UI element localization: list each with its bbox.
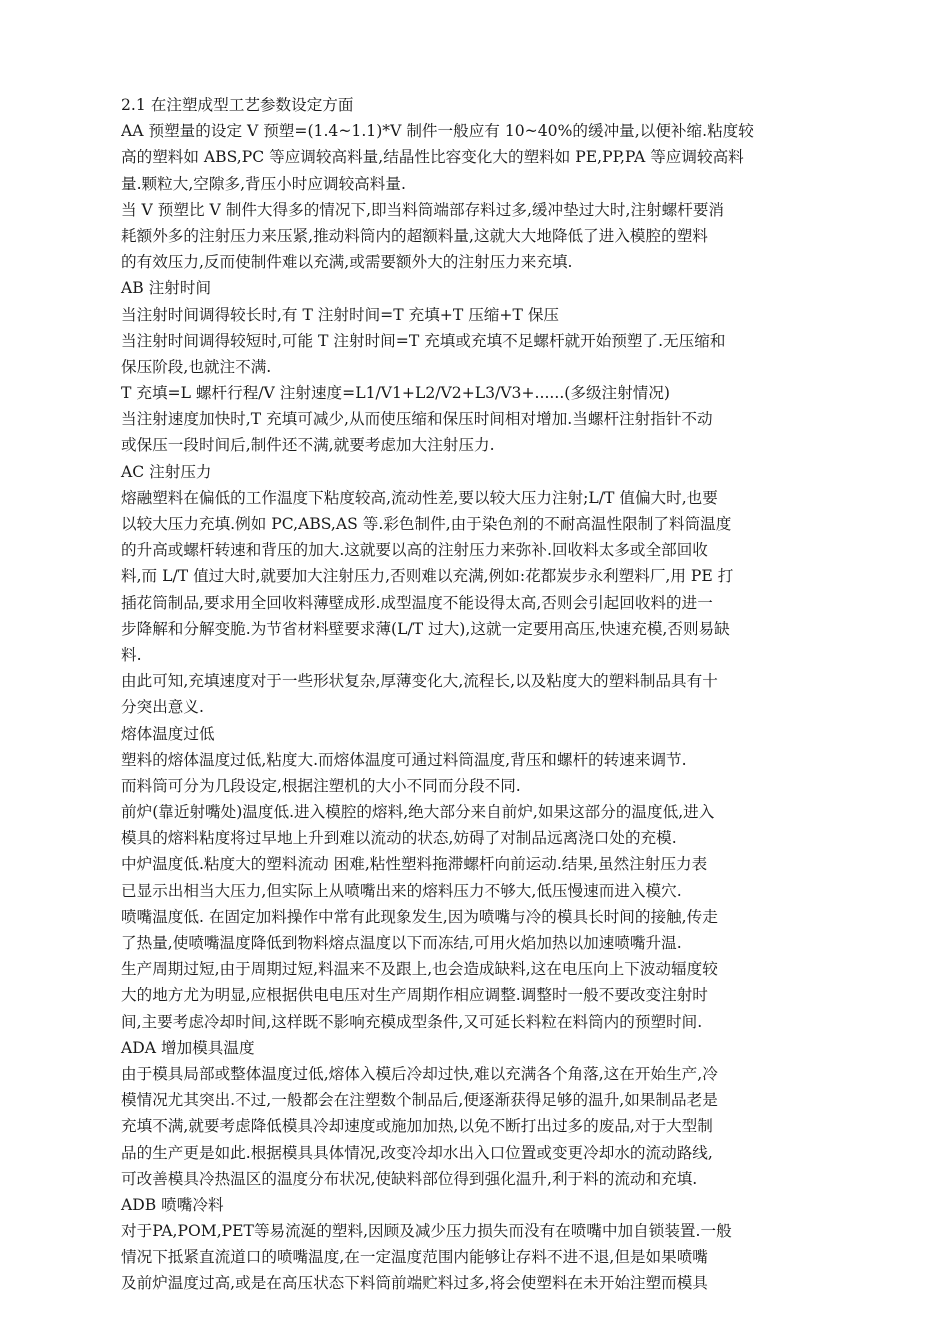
text-line: 塑料的熔体温度过低,粘度大.而熔体温度可通过料筒温度,背压和螺杆的转速来调节. (121, 750, 687, 769)
text-line: 中炉温度低.粘度大的塑料流动 困难,粘性塑料拖滞螺杆向前运动.结果,虽然注射压力表 (121, 855, 708, 874)
text-line: 以较大压力充填.例如 PC,ABS,AS 等.彩色制件,由于染色剂的不耐高温性限制了料筒温度 (121, 515, 732, 533)
text-line: 当注射时间调得较短时,可能 T 注射时间=T 充填或充填不足螺杆就开始预塑了.无压缩和 (121, 331, 726, 350)
section-heading: AC 注射压力 (121, 462, 212, 481)
section-heading: ADB 喷嘴冷料 (121, 1195, 224, 1214)
text-line: 保压阶段,也就注不满. (121, 357, 272, 376)
text-line: 料,而 L/T 值过大时,就要加大注射压力,否则难以充满,例如:花都炭步永利塑料厂,用 PE 打 (121, 567, 734, 586)
text-line: 耗额外多的注射压力来压紧,推动料筒内的超额料量,这就大大地降低了进入模腔的塑料 (121, 226, 708, 245)
text-line: 喷嘴温度低. 在固定加料操作中常有此现象发生,因为喷嘴与冷的模具长时间的接触,传走 (121, 907, 718, 926)
text-line: 生产周期过短,由于周期过短,料温来不及跟上,也会造成缺料,这在电压向上下波动辐度较 (121, 960, 718, 979)
text-line: 料. (121, 645, 142, 664)
text-line: 当注射时间调得较长时,有 T 注射时间=T 充填+T 压缩+T 保压 (121, 305, 560, 324)
text-line: 间,主要考虑冷却时间,这样既不影响充模成型条件,又可延长料粒在料筒内的预塑时间. (121, 1012, 703, 1031)
text-line: T 充填=L 螺杆行程/V 注射速度=L1/V1+L2/V2+L3/V3+......(多级注射情况) (121, 384, 671, 403)
section-heading: 熔体温度过低 (121, 724, 215, 743)
text-line: 而料筒可分为几段设定,根据注塑机的大小不同而分段不同. (121, 776, 521, 795)
text-line: 可改善模具冷热温区的温度分布状况,使缺料部位得到强化温升,利于料的流动和充填. (121, 1169, 698, 1188)
section-heading: 2.1 在注塑成型工艺参数设定方面 (121, 96, 354, 114)
text-line: 当注射速度加快时,T 充填可减少,从而使压缩和保压时间相对增加.当螺杆注射指针不动 (121, 410, 713, 429)
text-line: 了热量,使喷嘴温度降低到物料熔点温度以下而冻结,可用火焰加热以加速喷嘴升温. (121, 934, 682, 952)
text-line: 或保压一段时间后,制件还不满,就要考虑加大注射压力. (121, 436, 495, 455)
document-body (121, 92, 829, 1297)
text-line: AA 预塑量的设定 V 预塑=(1.4~1.1)*V 制件一般应有 10~40%的缓冲量,以便补缩.粘度较 (121, 122, 754, 141)
text-line: 由于模具局部或整体温度过低,熔体入模后冷却过快,难以充满各个角落,这在开始生产,冷 (121, 1064, 718, 1083)
text-line: 插花筒制品,要求用全回收料薄壁成形.成型温度不能设得太高,否则会引起回收料的进一 (121, 593, 713, 612)
section-heading: ADA 增加模具温度 (121, 1038, 255, 1057)
text-line: 已显示出相当大压力,但实际上从喷嘴出来的熔料压力不够大,低压慢速而进入模穴. (121, 881, 682, 900)
text-line: 的有效压力,反而使制件难以充满,或需要额外大的注射压力来充填. (121, 253, 573, 272)
text-line: 模情况尤其突出.不过,一般都会在注塑数个制品后,便逐渐获得足够的温升,如果制品老是 (121, 1091, 718, 1110)
section-heading: AB 注射时间 (121, 279, 212, 298)
text-line: 对于PA,POM,PET等易流涎的塑料,因顾及减少压力损失而没有在喷嘴中加自锁装置.一般 (121, 1222, 732, 1241)
text-line: 及前炉温度过高,或是在高压状态下料筒前端贮料过多,将会使塑料在未开始注塑而模具 (121, 1274, 708, 1293)
text-line: 高的塑料如 ABS,PC 等应调较高料量,结晶性比容变化大的塑料如 PE,PP,PA 等应调较高料 (121, 148, 744, 167)
text-line: 的升高或螺杆转速和背压的加大.这就要以高的注射压力来弥补.回收料太多或全部回收 (121, 541, 708, 560)
text-line: 大的地方尤为明显,应根据供电电压对生产周期作相应调整.调整时一般不要改变注射时 (121, 986, 708, 1005)
text-line: 由此可知,充填速度对于一些形状复杂,厚薄变化大,流程长,以及粘度大的塑料制品具有十 (121, 672, 718, 691)
text-line: 模具的熔料粘度将过早地上升到难以流动的状态,妨碍了对制品远离浇口处的充模. (121, 829, 677, 848)
text-line: 情况下抵紧直流道口的喷嘴温度,在一定温度范围内能够让存料不进不退,但是如果喷嘴 (121, 1248, 708, 1267)
text-line: 前炉(靠近射嘴处)温度低.进入模腔的熔料,绝大部分来自前炉,如果这部分的温度低,进入 (121, 803, 715, 822)
text-line: 步降解和分解变脆.为节省材料壁要求薄(L/T 过大),这就一定要用高压,快速充模,否则易缺 (121, 619, 730, 638)
text-line: 充填不满,就要考虑降低模具冷却速度或施加加热,以免不断打出过多的废品,对于大型制 (121, 1117, 713, 1136)
text-line: 熔融塑料在偏低的工作温度下粘度较高,流动性差,要以较大压力注射;L/T 值偏大时,也要 (121, 488, 718, 507)
text-line: 量.颗粒大,空隙多,背压小时应调较高料量. (121, 174, 406, 193)
text-line: 分突出意义. (121, 698, 204, 717)
text-line: 当 V 预塑比 V 制件大得多的情况下,即当料筒端部存料过多,缓冲垫过大时,注射螺杆要消 (121, 200, 725, 219)
text-line: 品的生产更是如此.根据模具具体情况,改变冷却水出入口位置或变更冷却水的流动路线, (121, 1143, 713, 1162)
